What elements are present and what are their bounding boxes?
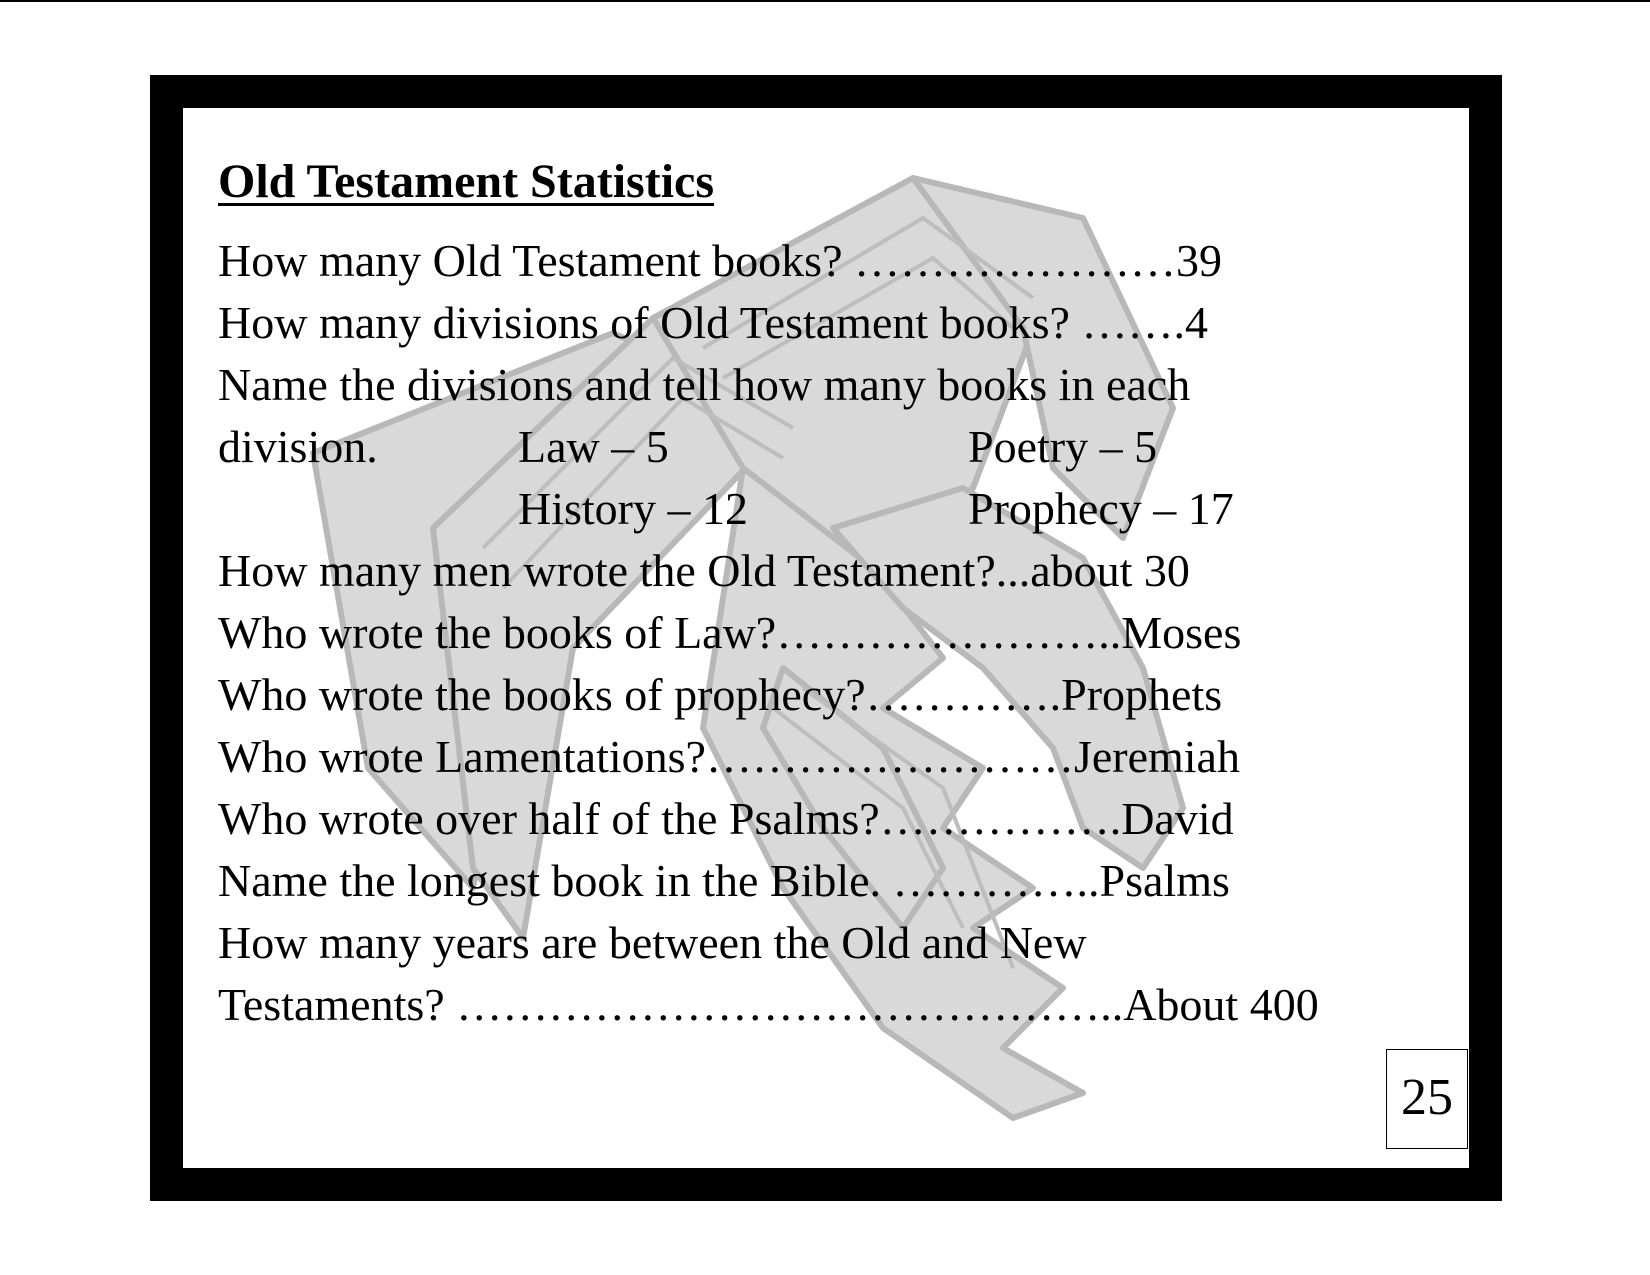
- divisions-row-1: [218, 416, 1458, 478]
- page-title: Old Testament Statistics: [218, 155, 715, 208]
- question-line: How many divisions of Old Testament books? …….4: [218, 297, 1208, 348]
- statistics-list: [218, 148, 1458, 1036]
- card: [183, 108, 1469, 1168]
- question-line: How many men wrote the Old Testament?...about 30: [218, 545, 1190, 596]
- division-prophecy: Prophecy – 17: [968, 483, 1234, 534]
- question-line: Who wrote Lamentations?……………………Jeremiah: [218, 731, 1240, 782]
- question-line: Name the longest book in the Bible. …………..Psalms: [218, 855, 1230, 906]
- question-line: Testaments? ……………………………………..About 400: [218, 979, 1319, 1030]
- division-history: History – 12: [518, 483, 748, 534]
- question-line: Who wrote the books of Law?…………………..Moses: [218, 607, 1242, 658]
- top-rule: [0, 0, 1650, 2]
- question-line: Name the divisions and tell how many books in each: [218, 359, 1191, 410]
- division-law: Law – 5: [518, 421, 669, 472]
- question-line: Who wrote over half of the Psalms?…………….David: [218, 793, 1234, 844]
- question-line: Who wrote the books of prophecy?………….Prophets: [218, 669, 1223, 720]
- division-lead: division.: [218, 421, 378, 472]
- divisions-row-2: [218, 478, 1458, 540]
- division-poetry: Poetry – 5: [968, 421, 1158, 472]
- card-frame: [150, 75, 1502, 1201]
- page-number: 25: [1386, 1049, 1468, 1149]
- question-line: How many Old Testament books? …………………39: [218, 235, 1223, 286]
- question-line: How many years are between the Old and New: [218, 917, 1087, 968]
